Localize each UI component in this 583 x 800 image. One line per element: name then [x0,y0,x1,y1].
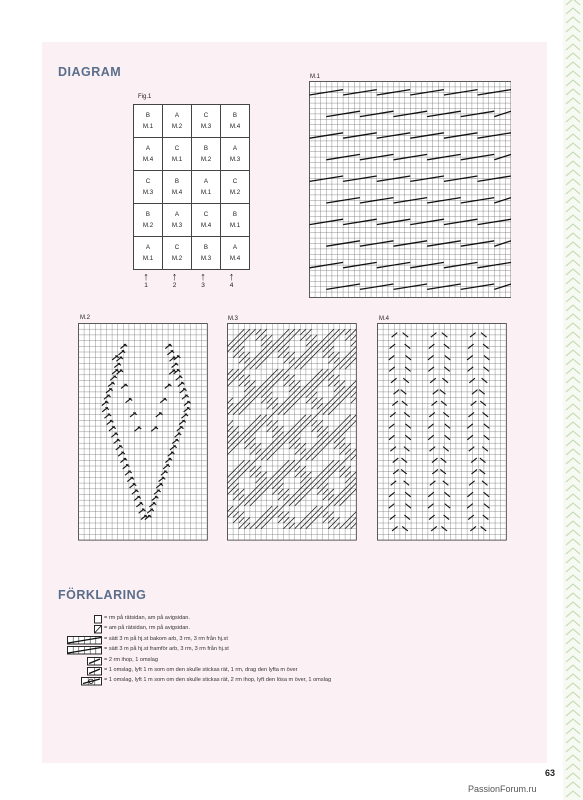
fig1-cell-letter: A [232,145,238,152]
chevron-decoration [566,332,580,338]
chart-m2 [78,323,209,541]
fig1-cell-letter: B [174,178,180,185]
chevron-decoration [566,746,580,752]
chevron-decoration [566,377,580,383]
chevron-decoration [566,404,580,410]
page-number: 63 [545,768,556,778]
fig1-cell [163,204,192,237]
fig1-cell-pattern: M.2 [200,156,212,163]
fig1-cell [134,138,163,171]
fig1-row [134,138,250,171]
chevron-decoration [566,449,580,455]
legend-text: = 1 omslag, lyft 1 m som om den skulle stickas rät, 1 rm, drag den lyfta m över [104,666,298,673]
fig1-cell-letter: A [145,244,151,251]
fig1-cell [163,237,192,270]
fig1-cell-pattern: M.4 [171,189,183,196]
chevron-decoration [566,17,580,23]
forklaring-heading: FÖRKLARING [58,588,147,602]
legend-text: = rm på rätsidan, am på avigsidan. [104,615,190,621]
chevron-decoration [566,143,580,149]
fig1-cell [192,138,221,171]
chart-label-m2: M.2 [80,315,91,321]
chevron-decoration [566,665,580,671]
fig1-cell-letter: B [203,145,209,152]
chart-label-m4: M.4 [379,316,390,322]
chevron-decoration [566,161,580,167]
chevron-decoration [566,71,580,77]
fig1-cell-pattern: M.4 [142,156,154,163]
fig1-arrow [132,272,160,289]
fig1-cell-letter: C [203,112,209,119]
fig1-cell-letter: A [174,211,180,218]
fig1-cell-pattern: M.4 [200,222,212,229]
fig1-arrow-number: 1 [144,282,148,289]
fig1-cell [134,105,163,138]
fig1-cell-pattern: M.2 [171,123,183,130]
chevron-decoration [566,62,580,68]
side-decoration [563,0,583,800]
chevron-decoration [566,80,580,86]
fig1-cell-letter: C [145,178,151,185]
chevron-decoration [566,395,580,401]
chevron-decoration [566,494,580,500]
chevron-decoration [566,476,580,482]
chevron-decoration [566,152,580,158]
chevron-decoration [566,638,580,644]
yo-sk2p-icon [81,677,103,686]
chevron-decoration [566,215,580,221]
fig1-cell [192,105,221,138]
chevron-decoration [566,251,580,257]
fig1-cell-letter: C [174,145,180,152]
chevron-decoration [566,647,580,653]
chevron-decoration [566,566,580,572]
chart-label-m3: M.3 [228,316,239,322]
arrow-up-icon: ↑ [171,271,178,283]
chart-m1 [309,81,511,299]
fig1-cell [163,171,192,204]
chevron-decoration [566,557,580,563]
chevron-decoration [566,368,580,374]
chevron-decoration [566,224,580,230]
fig1-cell [192,171,221,204]
chevron-decoration [566,602,580,608]
chevron-decoration [566,242,580,248]
chevron-decoration [566,188,580,194]
fig1-cell-pattern: M.2 [171,255,183,262]
legend-text: = sätt 3 m på hj.st framför arb, 3 rm, 3 rm från hj.st [104,646,229,653]
fig1-cell-pattern: M.1 [229,222,241,229]
cable-3-3-front-icon [67,646,103,655]
fig1-arrow-number: 3 [201,282,205,289]
fig1-cell-pattern: M.2 [229,189,241,196]
chevron-decoration [566,125,580,131]
chevron-decoration [566,710,580,716]
slash-square-icon [94,625,103,634]
fig1-cell-pattern: M.1 [142,255,154,262]
legend-text: = am på rätsidan, rm på avigsidan. [104,625,190,632]
chevron-decoration [566,314,580,320]
chevron-decoration [566,521,580,527]
chevron-decoration [566,440,580,446]
chevron-decoration [566,278,580,284]
fig1-cell-letter: A [232,244,238,251]
chevron-decoration [566,179,580,185]
chevron-decoration [566,233,580,239]
chevron-decoration [566,458,580,464]
fig1-arrow [218,272,246,289]
diagram-heading: DIAGRAM [58,65,122,79]
chevron-decoration [566,323,580,329]
watermark: PassionForum.ru [468,784,537,794]
chevron-decoration [566,386,580,392]
chevron-decoration [566,197,580,203]
chevron-decoration [566,35,580,41]
chevron-decoration [566,782,580,788]
fig1-cell [221,138,250,171]
chevron-decoration [566,98,580,104]
chevron-decoration [566,350,580,356]
chevron-decoration [566,8,580,14]
chevron-decoration [566,791,580,797]
fig1-cell-pattern: M.3 [200,123,212,130]
legend-text: = 2 rm ihop, 1 omslag [104,656,158,663]
chevron-decoration [566,692,580,698]
arrow-up-icon: ↑ [143,271,149,283]
chevron-decoration [566,260,580,266]
fig1-cell [163,138,192,171]
fig1-cell-pattern: M.1 [171,156,183,163]
fig1-cell-pattern: M.3 [229,156,241,163]
fig1-cell [134,171,163,204]
fig1-cell-letter: C [232,178,238,185]
chevron-decoration [566,116,580,122]
fig1-cell-letter: B [232,211,238,218]
fig1-cell-pattern: M.3 [171,222,183,229]
chevron-decoration [566,467,580,473]
chevron-decoration [566,764,580,770]
chevron-decoration [566,206,580,212]
fig1-cell-pattern: M.3 [142,189,154,196]
chevron-decoration [566,683,580,689]
chevron-decoration [566,422,580,428]
chevron-decoration [566,719,580,725]
chevron-decoration [566,656,580,662]
fig1-cell-pattern: M.2 [142,222,154,229]
fig1-cell-pattern: M.1 [200,189,212,196]
chevron-decoration [566,755,580,761]
fig1-arrow [189,272,217,289]
fig1-cell [221,204,250,237]
k2tog-yo-icon [87,657,103,666]
chevron-decoration [566,296,580,302]
legend-text: = 1 omslag, lyft 1 m som om den skulle stickas rät, 2 rm ihop, lyft den lösa m över, 1 omslag [104,677,332,684]
legend-text: = sätt 3 m på hj.st bakom arb, 3 rm, 3 rm från hj.st [104,635,228,642]
chevron-decoration [566,503,580,509]
chevron-decoration [566,728,580,734]
chevron-decoration [566,575,580,581]
chevron-decoration [566,134,580,140]
chevron-decoration [566,413,580,419]
cable-3-3-back-icon [67,636,103,645]
fig1-arrows [133,272,249,296]
chevron-decoration [566,359,580,365]
chevron-decoration [566,512,580,518]
chevron-decoration [566,539,580,545]
fig1-cell [134,204,163,237]
chevron-decoration [566,584,580,590]
chevron-decoration [566,674,580,680]
fig1-cell-pattern: M.1 [142,123,154,130]
chart-m3 [227,323,358,541]
fig1-cell-letter: A [203,178,209,185]
chevron-decoration [566,593,580,599]
chevron-decoration [566,701,580,707]
chevron-decoration [566,629,580,635]
chevron-decoration [566,341,580,347]
fig1-row [134,204,250,237]
fig1-arrow-number: 2 [172,282,177,289]
fig1-arrow [161,272,189,289]
chevron-decoration [566,620,580,626]
fig1-cell-pattern: M.4 [229,123,241,130]
chevron-decoration [566,44,580,50]
fig1-row [134,237,250,270]
chart-label-m1: M.1 [310,74,321,80]
fig1-table [133,104,250,270]
fig1-cell-letter: C [174,244,180,251]
chevron-border-pattern [563,0,583,800]
fig1-cell-pattern: M.4 [229,255,241,262]
fig1-cell-letter: B [145,112,151,119]
chart-m4 [377,323,508,541]
fig1-cell-pattern: M.3 [200,255,212,262]
chevron-decoration [566,530,580,536]
chevron-decoration [566,170,580,176]
fig1-cell-letter: A [174,112,180,119]
chevron-decoration [566,305,580,311]
chevron-decoration [566,287,580,293]
chevron-decoration [566,269,580,275]
fig1-cell-letter: C [203,211,209,218]
fig1-row [134,105,250,138]
arrow-up-icon: ↑ [200,271,206,283]
chevron-decoration [566,89,580,95]
fig1-cell [192,204,221,237]
fig1-cell [221,171,250,204]
fig1-cell [192,237,221,270]
fig1-cell [134,237,163,270]
empty-square-icon [94,615,103,624]
chevron-decoration [566,773,580,779]
chevron-decoration [566,107,580,113]
fig1-cell-letter: B [203,244,209,251]
chevron-decoration [566,0,580,5]
fig1-cell [163,105,192,138]
chevron-decoration [566,548,580,554]
chevron-decoration [566,26,580,32]
fig1-cell [221,237,250,270]
fig1-arrow-number: 4 [229,282,234,289]
chevron-decoration [566,611,580,617]
fig1-cell-letter: B [145,211,151,218]
fig1-cell [221,105,250,138]
yo-skp-icon [87,667,103,676]
fig1-row [134,171,250,204]
chevron-decoration [566,53,580,59]
chevron-decoration [566,485,580,491]
arrow-up-icon: ↑ [228,271,235,283]
fig1-title: Fig.1 [138,94,152,100]
fig1-cell-letter: A [145,145,151,152]
chevron-decoration [566,431,580,437]
fig1-cell-letter: B [232,112,238,119]
chevron-decoration [566,737,580,743]
